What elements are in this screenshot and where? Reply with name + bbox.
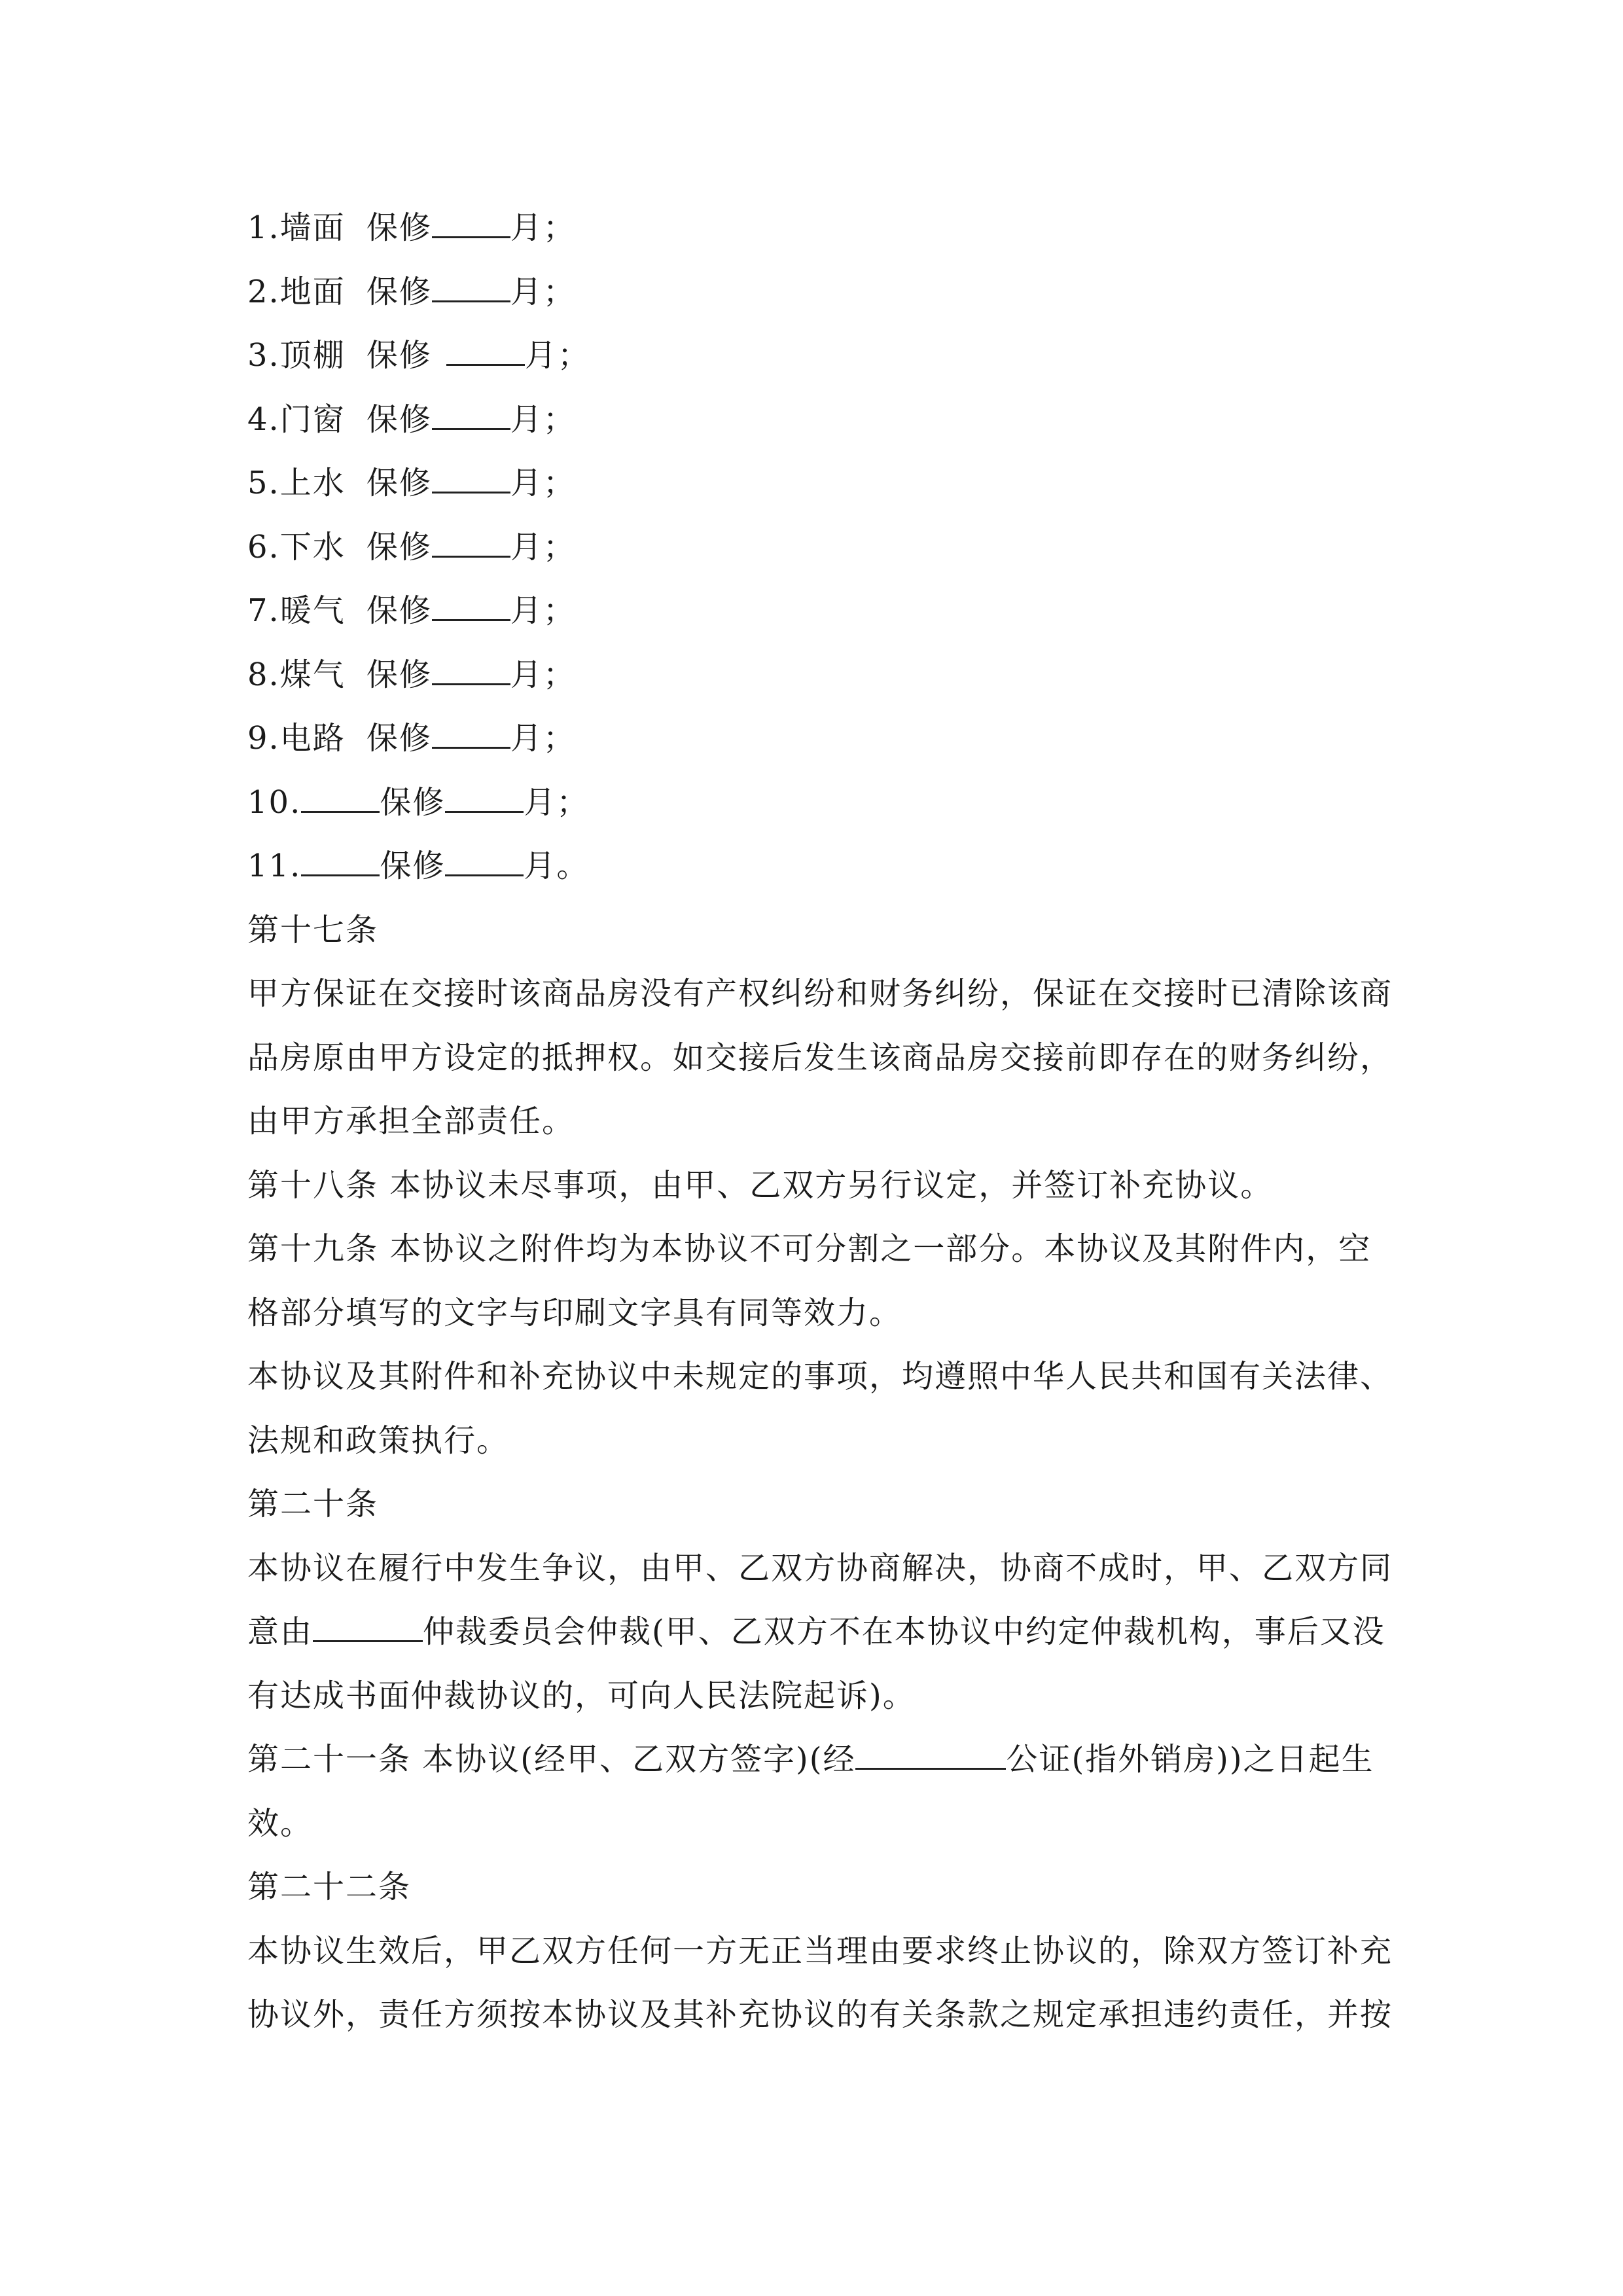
- item-unit: 月；: [510, 720, 576, 757]
- item-unit: 月；: [510, 465, 576, 501]
- blank-field[interactable]: [301, 785, 380, 813]
- item-unit: 月；: [510, 209, 576, 246]
- paragraph-line: 效。: [247, 1804, 313, 1842]
- warranty-item: [247, 388, 1386, 452]
- item-name: 下水: [279, 528, 346, 565]
- item-name: 上水: [279, 465, 346, 501]
- blank-field[interactable]: [432, 402, 510, 430]
- paragraph-line: [247, 1728, 1386, 1792]
- article-title: 第二十条: [247, 1486, 379, 1522]
- paragraph-line: 由甲方承担全部责任。: [247, 1103, 575, 1139]
- item-unit: 月；: [510, 401, 576, 438]
- blank-field[interactable]: [432, 274, 510, 302]
- blank-field[interactable]: [432, 210, 510, 238]
- item-unit: 月；: [510, 656, 576, 693]
- article-title: 第十七条: [247, 911, 379, 948]
- item-number: 9.: [247, 720, 280, 757]
- item-unit: 月；: [510, 273, 576, 310]
- item-label: 保修: [380, 848, 446, 884]
- item-name: 顶棚: [279, 337, 346, 374]
- item-number: 2.: [247, 273, 280, 310]
- item-number: 8.: [247, 656, 280, 693]
- warranty-item: [247, 452, 1386, 516]
- item-label: 保修: [366, 401, 432, 438]
- item-label: 保修: [366, 720, 432, 757]
- text-span: 仲裁委员会仲裁(甲、乙双方不在本协议中约定仲裁机构，事后又没: [423, 1613, 1385, 1650]
- item-name: 煤气: [279, 656, 346, 693]
- item-unit: 月；: [524, 783, 590, 821]
- warranty-item: [247, 196, 1386, 260]
- item-number: 5.: [247, 465, 280, 501]
- text-span: 第二十一条 本协议(经甲、乙双方签字)(经: [247, 1741, 856, 1778]
- paragraph-line: 有达成书面仲裁协议的，可向人民法院起诉)。: [247, 1677, 916, 1714]
- paragraph-line: 本协议在履行中发生争议，由甲、乙双方协商解决，协商不成时，甲、乙双方同: [247, 1549, 1393, 1587]
- item-unit: 月。: [524, 848, 590, 884]
- item-label: 保修: [366, 656, 432, 693]
- blank-field[interactable]: [445, 848, 524, 876]
- blank-field[interactable]: [301, 848, 380, 876]
- paragraph-line: 第十八条 本协议未尽事项，由甲、乙双方另行议定，并签订补充协议。: [247, 1166, 1274, 1204]
- item-unit: 月；: [510, 592, 576, 629]
- warranty-item: [247, 579, 1386, 643]
- item-label: 保修: [366, 209, 432, 246]
- paragraph-line: 协议外，责任方须按本协议及其补充协议的有关条款之规定承担违约责任，并按: [247, 1996, 1393, 2033]
- warranty-item: [247, 260, 1386, 325]
- item-name: 地面: [279, 273, 346, 310]
- warranty-item: [247, 324, 1386, 388]
- item-name: 暖气: [279, 592, 346, 629]
- item-number: 10.: [247, 783, 302, 821]
- item-name: 墙面: [279, 209, 346, 246]
- item-name: 电路: [279, 720, 346, 757]
- blank-field[interactable]: [432, 529, 510, 558]
- blank-field[interactable]: [445, 785, 524, 813]
- paragraph-line: 本协议生效后，甲乙双方任何一方无正当理由要求终止协议的，除双方签订补充: [247, 1932, 1393, 1969]
- warranty-item: [247, 707, 1386, 771]
- item-name: 门窗: [279, 401, 346, 438]
- item-label: 保修: [366, 337, 432, 374]
- item-unit: 月；: [510, 528, 576, 565]
- paragraph-line: 第十九条 本协议之附件均为本协议不可分割之一部分。本协议及其附件内，空: [247, 1230, 1372, 1267]
- blank-field[interactable]: [432, 593, 510, 621]
- blank-field[interactable]: [432, 721, 510, 749]
- document-page: [247, 196, 1393, 2047]
- paragraph-line: 甲方保证在交接时该商品房没有产权纠纷和财务纠纷，保证在交接时已清除该商: [247, 975, 1393, 1012]
- paragraph-line: 法规和政策执行。: [247, 1422, 510, 1459]
- item-number: 6.: [247, 528, 280, 565]
- item-label: 保修: [380, 783, 446, 821]
- item-number: 1.: [247, 209, 280, 246]
- warranty-item: [247, 643, 1386, 708]
- notary-blank[interactable]: [855, 1742, 1006, 1770]
- item-number: 7.: [247, 592, 280, 629]
- item-label: 保修: [366, 592, 432, 629]
- item-label: 保修: [366, 465, 432, 501]
- warranty-item: [247, 516, 1386, 580]
- warranty-item: [247, 771, 1386, 835]
- blank-field[interactable]: [432, 465, 510, 493]
- text-span: 意由: [247, 1613, 313, 1650]
- paragraph-line: 品房原由甲方设定的抵押权。如交接后发生该商品房交接前即存在的财务纠纷，: [247, 1039, 1393, 1076]
- item-unit: 月；: [524, 337, 590, 374]
- blank-field[interactable]: [446, 338, 525, 366]
- item-number: 3.: [247, 337, 280, 374]
- text-span: 公证(指外销房))之日起生: [1006, 1741, 1374, 1778]
- warranty-item: [247, 834, 1386, 899]
- blank-field[interactable]: [432, 657, 510, 685]
- item-label: 保修: [366, 528, 432, 565]
- paragraph-line: [247, 1600, 1386, 1664]
- arbitration-committee-blank[interactable]: [313, 1614, 423, 1642]
- paragraph-line: 本协议及其附件和补充协议中未规定的事项，均遵照中华人民共和国有关法律、: [247, 1358, 1393, 1395]
- item-label: 保修: [366, 273, 432, 310]
- paragraph-line: 格部分填写的文字与印刷文字具有同等效力。: [247, 1294, 902, 1331]
- item-number: 4.: [247, 401, 280, 438]
- item-number: 11.: [247, 848, 302, 884]
- article-title: 第二十二条: [247, 1869, 412, 1905]
